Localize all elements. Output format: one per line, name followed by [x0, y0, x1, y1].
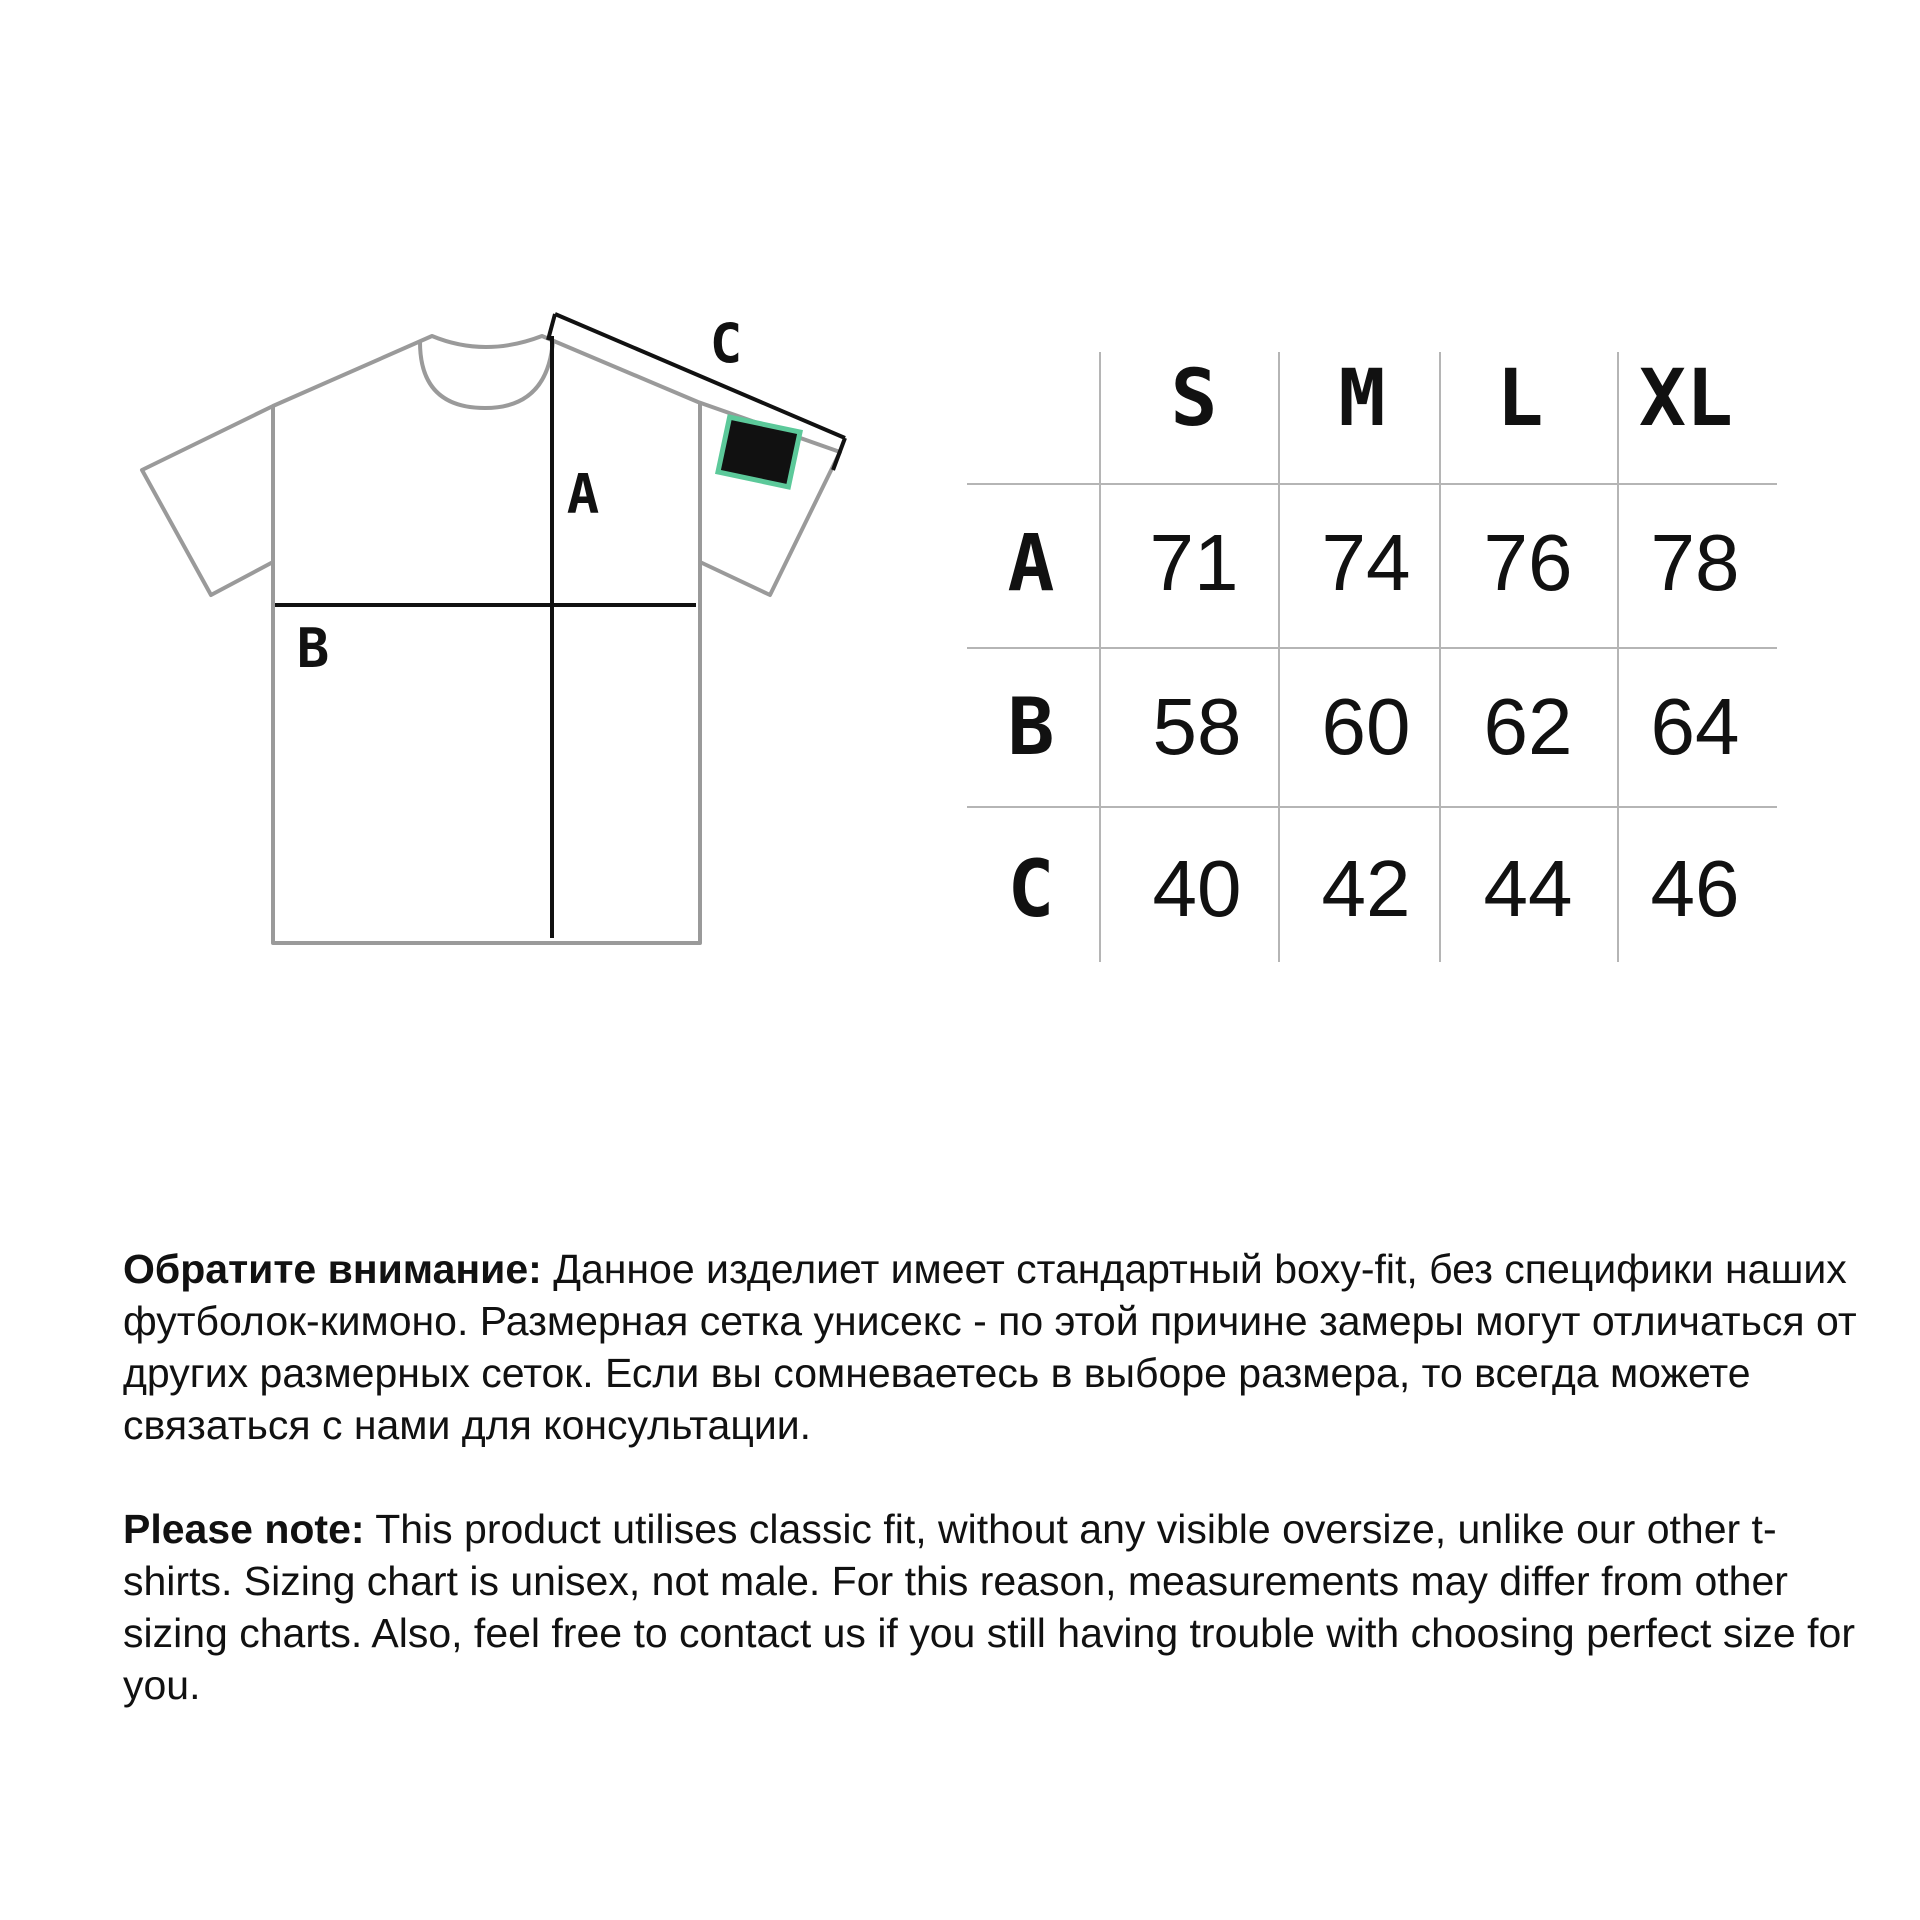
note-english	[123, 1503, 1883, 1711]
value-b-s: 58	[1152, 682, 1242, 771]
value-a-l: 76	[1483, 518, 1573, 607]
chest-patch	[718, 417, 800, 487]
measure-label-b: B	[296, 617, 330, 680]
value-a-s: 71	[1149, 518, 1239, 607]
note-russian-text: Данное изделиет имеет стандартный boxy-fit, без специфики наших футболок-кимоно. Размерная сетка унисекс - по этой причине замеры могут отличаться от других размерных сеток. Если вы сомневаетесь в выборе размера, то всегда можете связаться с нами для консультации.	[123, 1246, 1857, 1448]
note-english-text: This product utilises classic fit, without any visible oversize, unlike our other t-shirts. Sizing chart is unisex, not male. For this reason, measurements may differ from other sizing charts. Also, feel free to contact us if you still having trouble with choosing perfect size for you.	[123, 1506, 1855, 1708]
size-header-xl: XL	[1639, 354, 1733, 444]
table-row	[1008, 518, 1740, 609]
measure-label-a: A	[566, 463, 600, 526]
value-b-m: 60	[1321, 682, 1411, 771]
row-label-b: B	[1007, 683, 1055, 773]
size-header-l: L	[1496, 354, 1544, 444]
value-b-l: 62	[1483, 682, 1573, 771]
note-russian-lead: Обратите внимание:	[123, 1246, 542, 1292]
value-c-xl: 46	[1650, 844, 1740, 933]
row-label-c: C	[1007, 845, 1055, 935]
tshirt-collar-outline	[420, 340, 553, 408]
value-a-xl: 78	[1650, 518, 1740, 607]
chest-patch-fill	[718, 417, 800, 487]
measurement-lines	[275, 314, 845, 938]
value-c-l: 44	[1483, 844, 1573, 933]
size-header-m: M	[1338, 354, 1386, 444]
value-c-m: 42	[1321, 844, 1411, 933]
measure-label-c: C	[709, 312, 743, 375]
value-b-xl: 64	[1650, 682, 1740, 771]
value-a-m: 74	[1321, 518, 1411, 607]
size-header-row	[1171, 354, 1733, 444]
value-c-s: 40	[1152, 844, 1242, 933]
table-row	[1008, 844, 1740, 935]
size-header-s: S	[1170, 354, 1218, 444]
note-english-lead: Please note:	[123, 1506, 365, 1552]
measure-line-c-end-tick	[833, 438, 845, 470]
table-row	[1008, 682, 1740, 773]
row-label-a: A	[1007, 519, 1055, 609]
note-russian	[123, 1243, 1883, 1451]
